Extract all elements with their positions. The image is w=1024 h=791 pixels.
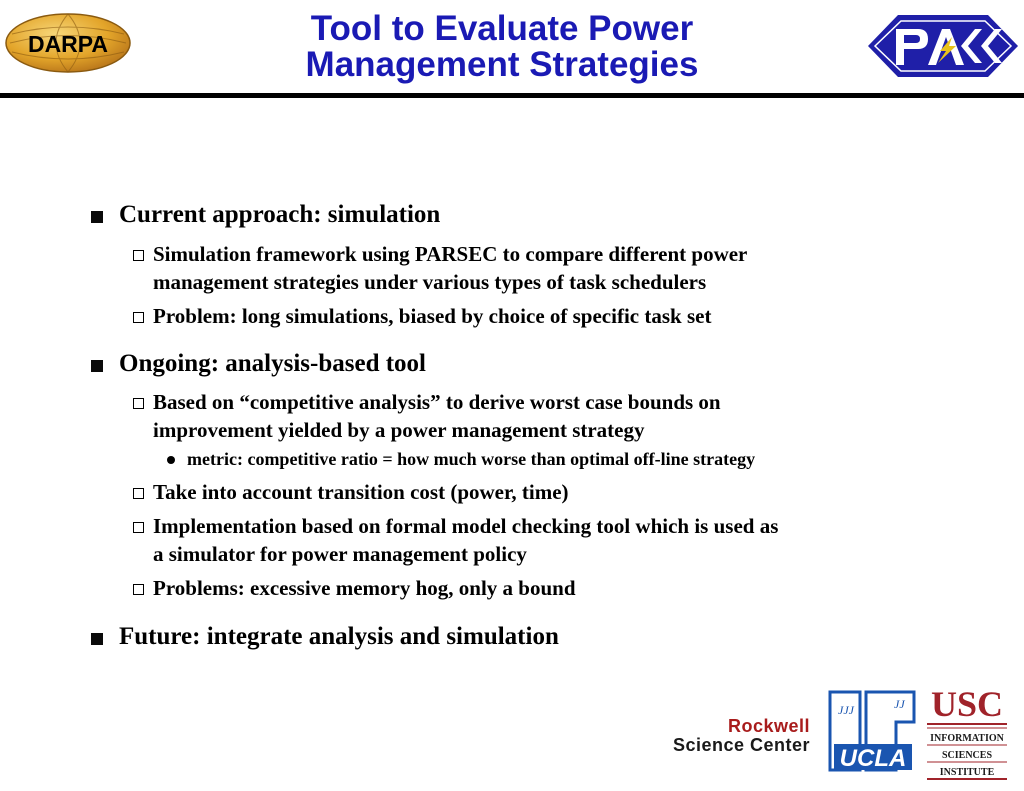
title-divider xyxy=(0,93,1024,98)
svg-text:DARPA: DARPA xyxy=(27,31,109,57)
hollow-square-bullet-icon xyxy=(133,488,144,499)
hollow-square-bullet-icon xyxy=(133,312,144,323)
svg-text:UCLA: UCLA xyxy=(839,745,907,772)
svg-text:SCIENCES: SCIENCES xyxy=(941,750,993,761)
square-bullet-icon xyxy=(91,633,103,645)
square-bullet-icon xyxy=(91,211,103,223)
sub-bullet-problems-memory: Problems: excessive memory hog, only a bound xyxy=(153,576,576,600)
svg-text:INFORMATION: INFORMATION xyxy=(930,733,1004,744)
svg-text:PACC: PACC xyxy=(941,77,945,78)
title-line-2: Management Strategies xyxy=(305,45,699,84)
sub-bullet-implementation: Implementation based on formal model checking tool which is used as a simulator for power management policy xyxy=(153,514,779,566)
sub-sub-bullet-metric: metric: competitive ratio = how much worse than optimal off-line strategy xyxy=(187,449,756,469)
svg-text:JJJ: JJJ xyxy=(838,703,854,717)
slide-title xyxy=(230,11,774,83)
hollow-square-bullet-icon xyxy=(133,398,144,409)
svg-text:JJ: JJ xyxy=(894,697,905,711)
bullet-future: Future: integrate analysis and simulation xyxy=(119,623,559,650)
hollow-square-bullet-icon xyxy=(133,584,144,595)
title-line-1: Tool to Evaluate Power xyxy=(310,9,694,48)
bullet-current-approach: Current approach: simulation xyxy=(119,201,441,228)
square-bullet-icon xyxy=(91,360,103,372)
hollow-square-bullet-icon xyxy=(133,522,144,533)
rockwell-science-center-logo: Rockwell Science Center xyxy=(672,716,810,755)
hollow-square-bullet-icon xyxy=(133,250,144,261)
usc-isi-logo xyxy=(925,682,1009,782)
bullet-ongoing: Ongoing: analysis-based tool xyxy=(119,350,427,377)
svg-text:USC: USC xyxy=(930,684,1004,724)
pacc-logo xyxy=(866,13,1020,79)
sub-bullet-competitive-analysis: Based on “competitive analysis” to derive worst case bounds on improvement yielded by a power management strategy xyxy=(153,390,721,442)
ucla-logo xyxy=(826,686,918,778)
sub-bullet-simulation-framework: Simulation framework using PARSEC to compare different power management strategies under various types of task schedulers xyxy=(153,242,748,294)
sub-bullet-problem-long-simulations: Problem: long simulations, biased by choice of specific task set xyxy=(153,304,712,328)
dot-bullet-icon xyxy=(167,456,175,464)
svg-text:INSTITUTE: INSTITUTE xyxy=(939,767,995,778)
sub-bullet-transition-cost: Take into account transition cost (power, time) xyxy=(153,480,569,504)
darpa-logo xyxy=(4,12,132,74)
